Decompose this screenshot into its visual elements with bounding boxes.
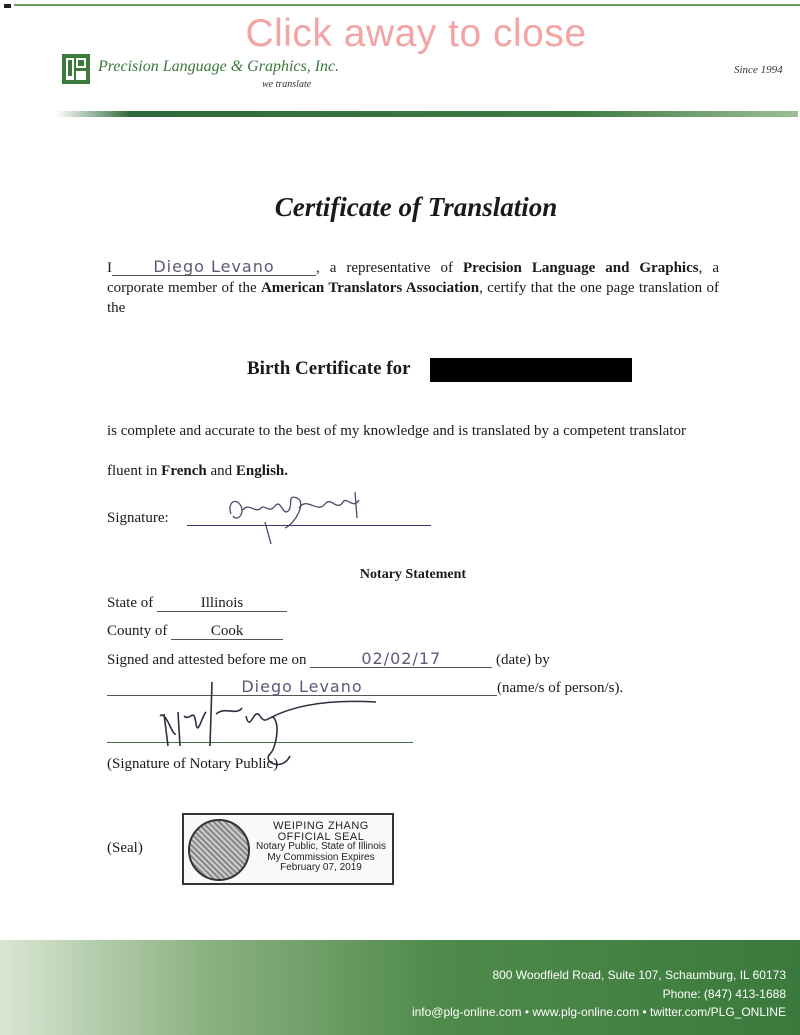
company-tagline: we translate bbox=[262, 79, 312, 90]
and-word: and bbox=[210, 463, 233, 479]
top-rule bbox=[14, 4, 800, 6]
company-name: Precision Language & Graphics, Inc. bbox=[98, 58, 340, 75]
signed-row bbox=[107, 651, 550, 669]
seal-label: (Seal) bbox=[107, 840, 143, 856]
fluency-period: . bbox=[284, 463, 289, 479]
footer-contacts: info@plg-online.com • www.plg-online.com • twitter.com/PLG_ONLINE bbox=[411, 1005, 786, 1019]
state-seal-icon bbox=[188, 819, 250, 881]
intro-company: Precision Language and Graphics bbox=[463, 260, 699, 276]
signed-label: Signed and attested before me on bbox=[107, 652, 307, 668]
notary-seal-stamp bbox=[182, 813, 394, 885]
document-label: Birth Certificate for bbox=[247, 358, 411, 379]
language-1: French bbox=[161, 463, 207, 479]
footer-address: 800 Woodfield Road, Suite 107, Schaumburg, IL 60173 bbox=[492, 968, 786, 982]
intro-corp-member: , a corporate member of the bbox=[107, 260, 719, 296]
header-divider bbox=[56, 111, 798, 117]
state-row bbox=[107, 595, 287, 612]
person-handwritten: Diego Levano bbox=[107, 679, 497, 696]
seal-text bbox=[254, 821, 388, 874]
seal-line-5: February 07, 2019 bbox=[280, 862, 362, 873]
scan-mark bbox=[4, 4, 11, 8]
translator-name-handwritten: Diego Levano bbox=[112, 259, 316, 276]
since-year: Since 1994 bbox=[734, 64, 783, 76]
redacted-name-block bbox=[430, 358, 632, 382]
state-value: Illinois bbox=[157, 595, 287, 612]
date-handwritten: 02/02/17 bbox=[310, 651, 492, 668]
fluent-in: fluent in bbox=[107, 463, 158, 479]
certificate-title: Certificate of Translation bbox=[274, 192, 558, 222]
intro-paragraph bbox=[107, 258, 719, 318]
fluency-line bbox=[107, 461, 719, 481]
click-away-to-close-overlay[interactable]: Click away to close bbox=[245, 12, 587, 55]
seal-title: OFFICIAL SEAL bbox=[277, 830, 365, 843]
signature-label: Signature: bbox=[107, 510, 169, 526]
seal-name: WEIPING ZHANG bbox=[273, 820, 369, 832]
notary-signature-label: (Signature of Notary Public) bbox=[107, 756, 279, 772]
company-logo-icon bbox=[62, 54, 90, 84]
translator-signature-icon bbox=[225, 484, 375, 544]
intro-ata: American Translators Association bbox=[260, 280, 480, 296]
county-row bbox=[107, 623, 283, 640]
date-suffix: (date) by bbox=[496, 652, 550, 668]
statement-line: is complete and accurate to the best of my knowledge and is translated by a competent translator bbox=[107, 423, 686, 439]
state-label: State of bbox=[107, 595, 154, 611]
intro-rep-of: , a representative of bbox=[316, 260, 454, 276]
intro-i: I bbox=[107, 260, 112, 276]
person-suffix: (name/s of person/s). bbox=[497, 680, 624, 696]
county-label: County of bbox=[107, 623, 168, 639]
county-value: Cook bbox=[171, 623, 283, 640]
footer-phone: Phone: (847) 413-1688 bbox=[662, 987, 786, 1001]
seal-line-4: My Commission Expires bbox=[267, 851, 375, 863]
seal-line-3: Notary Public, State of Illinois bbox=[255, 841, 387, 852]
intro-certify: , certify that the one page translation of the bbox=[107, 280, 719, 316]
language-2: English bbox=[235, 463, 285, 479]
notary-heading: Notary Statement bbox=[359, 567, 467, 582]
